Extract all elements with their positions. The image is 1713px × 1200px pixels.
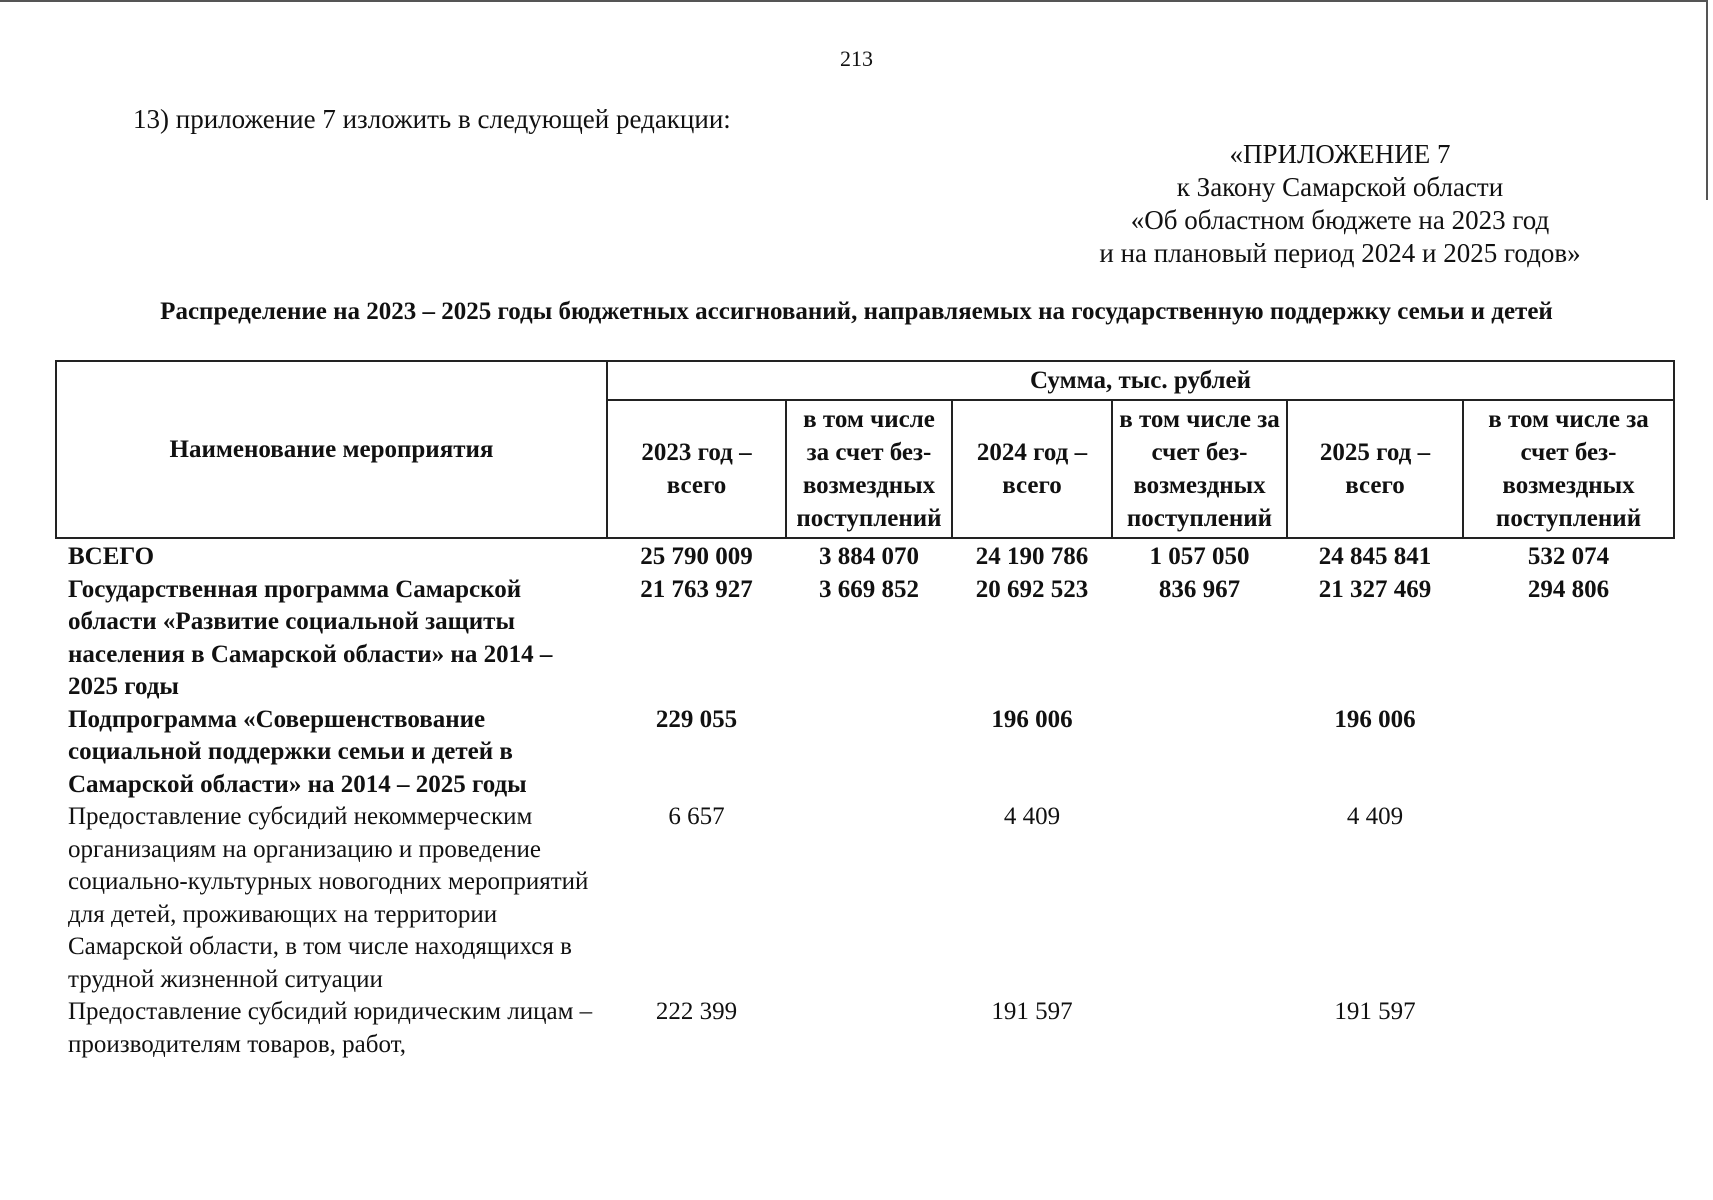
cell-value: 4 409 — [1003, 803, 1061, 830]
header-col-2023-total: 2023 год – всего — [607, 400, 786, 538]
cell-value — [786, 801, 952, 996]
row-name: ВСЕГО — [68, 543, 155, 570]
appendix-line: «ПРИЛОЖЕНИЕ 7 — [1229, 139, 1451, 169]
table-row — [56, 996, 1674, 1061]
cell-value: 21 327 469 — [1318, 575, 1432, 603]
cell-value: 196 006 — [1334, 705, 1416, 733]
cell-value — [1463, 996, 1674, 1061]
cell-value: 20 692 523 — [975, 575, 1089, 603]
cell-value: 6 657 — [668, 803, 725, 830]
header-col-2025-gratuitous: в том числе за счет без- возмездных поступлений — [1463, 400, 1674, 538]
page-border-top — [0, 0, 1706, 2]
table-row — [56, 574, 1674, 704]
cell-value: 3 669 852 — [819, 575, 919, 603]
appendix-line: и на плановый период 2024 и 2025 годов» — [1099, 238, 1581, 268]
cell-value: 836 967 — [1158, 575, 1241, 603]
cell-value: 191 597 — [1334, 998, 1416, 1025]
row-name: Предоставление субсидий юридическим лицам – производителям товаров, работ, — [68, 998, 593, 1058]
table-row — [56, 801, 1674, 996]
header-col-2024-total: 2024 год – всего — [952, 400, 1112, 538]
header-col-2025-total: 2025 год – всего — [1287, 400, 1463, 538]
page-border-right — [1706, 0, 1708, 200]
cell-value: 196 006 — [991, 705, 1073, 733]
cell-value: 25 790 009 — [640, 543, 753, 570]
header-col-2024-gratuitous: в том числе за счет без- возмездных поступлений — [1112, 400, 1287, 538]
cell-value — [1463, 801, 1674, 996]
cell-value — [786, 704, 952, 802]
appendix-block — [1040, 138, 1640, 270]
header-sum: Сумма, тыс. рублей — [607, 361, 1674, 400]
document-title: Распределение на 2023 – 2025 годы бюджетных ассигнований, направляемых на государственную поддержку семьи и детей — [160, 298, 1553, 325]
cell-value: 191 597 — [991, 998, 1073, 1025]
cell-value: 222 399 — [655, 998, 738, 1025]
cell-value: 294 806 — [1527, 575, 1610, 603]
cell-value: 229 055 — [655, 705, 738, 733]
header-col-2023-gratuitous: в том числе за счет без- возмездных поступлений — [786, 400, 952, 538]
budget-table — [55, 360, 1675, 1061]
row-name: Государственная программа Самарской области «Развитие социальной защиты населения в Самарской области» на 2014 – 2025 годы — [68, 575, 553, 700]
cell-value: 24 190 786 — [975, 543, 1089, 570]
cell-value — [1112, 801, 1287, 996]
cell-value — [1112, 704, 1287, 802]
cell-value: 24 845 841 — [1318, 543, 1432, 570]
cell-value — [786, 996, 952, 1061]
appendix-line: к Закону Самарской области — [1176, 172, 1504, 202]
cell-value: 1 057 050 — [1149, 543, 1250, 570]
cell-value: 4 409 — [1346, 803, 1404, 830]
table-row — [56, 538, 1674, 574]
appendix-line: «Об областном бюджете на 2023 год — [1130, 205, 1550, 235]
header-name: Наименование мероприятия — [56, 361, 607, 538]
cell-value — [1463, 704, 1674, 802]
page-number: 213 — [840, 46, 873, 71]
row-name: Подпрограмма «Совершенствование социальной поддержки семьи и детей в Самарской области» на 2014 – 2025 годы — [68, 705, 527, 798]
row-name: Предоставление субсидий некоммерческим организациям на организацию и проведение социально-культурных новогодних мероприятий для детей, проживающих на территории Самарской области, в том числе находящихся в трудной жизненной ситуации — [68, 803, 589, 993]
cell-value: 21 763 927 — [640, 575, 753, 603]
cell-value: 532 074 — [1527, 543, 1610, 570]
cell-value — [1112, 996, 1287, 1061]
intro-text: 13) приложение 7 изложить в следующей редакции: — [133, 104, 731, 134]
table-row — [56, 704, 1674, 802]
cell-value: 3 884 070 — [819, 543, 919, 570]
